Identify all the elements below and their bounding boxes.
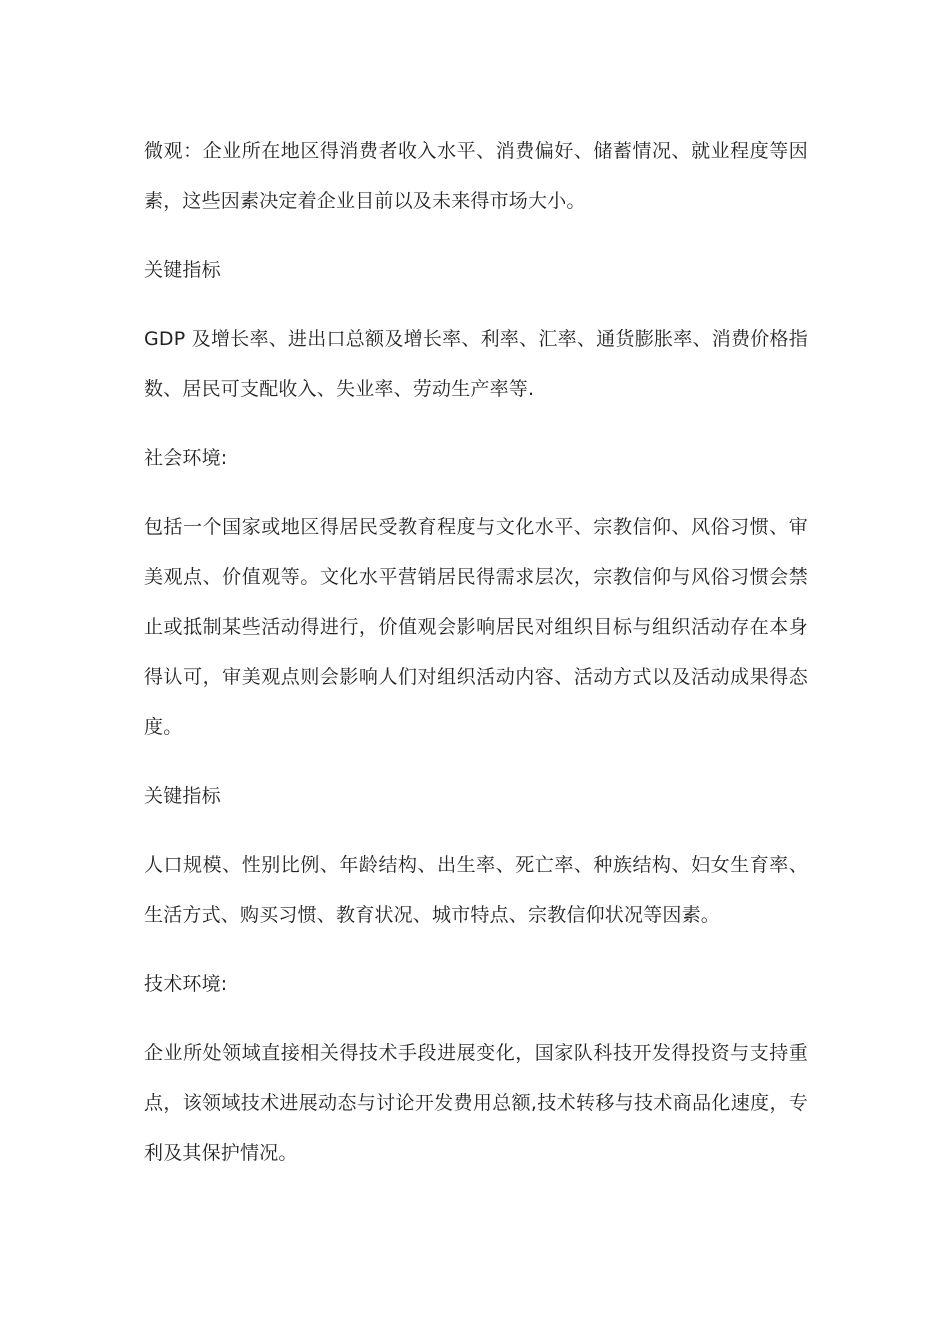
heading-technology-environment: 技术环境: bbox=[144, 973, 228, 995]
heading-key-indicators-social: 关键指标 bbox=[144, 785, 221, 807]
paragraph-micro-economy: 微观：企业所在地区得消费者收入水平、消费偏好、储蓄情况、就业程度等因素，这些因素决定着企业目前以及未来得市场大小。 bbox=[144, 140, 808, 212]
paragraph-social-environment: 包括一个国家或地区得居民受教育程度与文化水平、宗教信仰、风俗习惯、审美观点、价值观等。文化水平营销居民得需求层次，宗教信仰与风俗习惯会禁止或抵制某些活动得进行，价值观会影响居民对组织目标与组织活动存在本身得认可，审美观点则会影响人们对组织活动内容、活动方式以及活动成果得态度。 bbox=[144, 516, 808, 738]
paragraph-social-indicators: 人口规模、性别比例、年龄结构、出生率、死亡率、种族结构、妇女生育率、生活方式、购买习惯、教育状况、城市特点、宗教信仰状况等因素。 bbox=[144, 854, 808, 926]
paragraph-technology-environment: 企业所处领域直接相关得技术手段进展变化，国家队科技开发得投资与支持重点，该领域技术进展动态与讨论开发费用总额,技术转移与技术商品化速度，专利及其保护情况。 bbox=[144, 1042, 808, 1164]
document-body bbox=[144, 126, 808, 1197]
heading-key-indicators-economic: 关键指标 bbox=[144, 259, 221, 281]
paragraph-economic-indicators: GDP 及增长率、进出口总额及增长率、利率、汇率、通货膨胀率、消费价格指数、居民可支配收入、失业率、劳动生产率等. bbox=[144, 328, 808, 400]
heading-social-environment: 社会环境: bbox=[144, 447, 228, 469]
